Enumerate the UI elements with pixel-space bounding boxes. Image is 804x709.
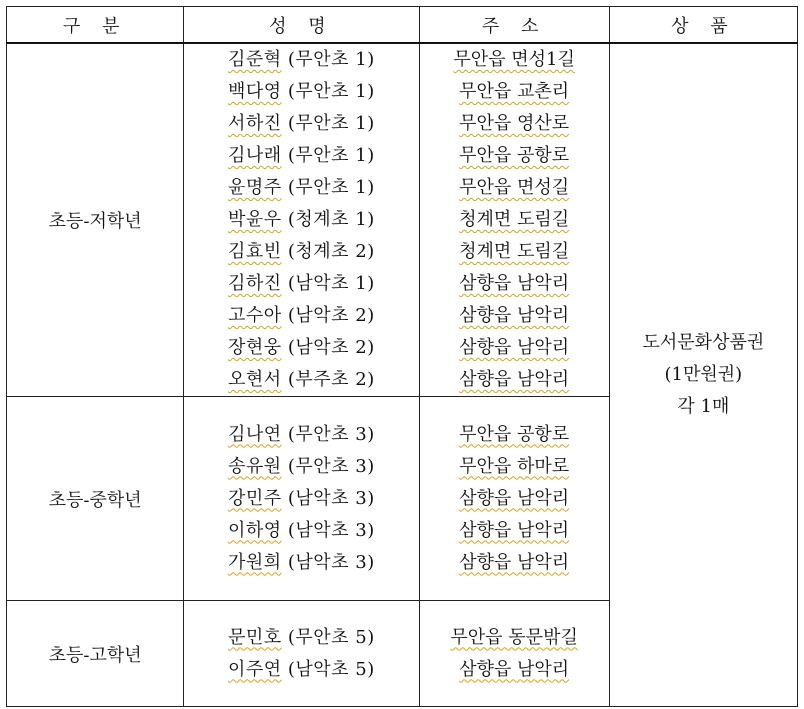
name-entry: 윤명주 (무안초 1) xyxy=(227,177,375,198)
prize-cell xyxy=(609,43,797,707)
name-entry: 박윤우 (청계초 1) xyxy=(227,209,375,230)
prize-title: 도서문화상품권 xyxy=(642,332,765,353)
name-entry: 백다영 (무안초 1) xyxy=(227,81,375,102)
name-entry: 가원희 (남악초 3) xyxy=(227,551,375,573)
name-entry: 고수아 (남악초 2) xyxy=(227,305,375,326)
address-entry: 삼향읍 남악리 xyxy=(459,519,570,541)
address-entry: 삼향읍 남악리 xyxy=(459,369,570,390)
header-name: 성 명 xyxy=(184,7,419,44)
address-list xyxy=(420,419,609,579)
name-entry: 문민호 (무안초 5) xyxy=(227,626,375,648)
address-entry: 청계면 도림길 xyxy=(459,209,570,230)
addresses-cell xyxy=(419,601,609,707)
division-cell: 초등-저학년 xyxy=(7,43,184,397)
name-entry: 송유원 (무안초 3) xyxy=(227,455,375,477)
prize-value: (1만원권) xyxy=(664,364,743,385)
address-entry: 삼향읍 남악리 xyxy=(459,337,570,358)
group-row-lower xyxy=(7,43,798,397)
names-cell xyxy=(184,43,419,397)
name-entry: 장현웅 (남악초 2) xyxy=(227,337,375,358)
name-entry: 김준혁 (무안초 1) xyxy=(227,49,375,70)
address-entry: 삼향읍 남악리 xyxy=(459,487,570,509)
prize-quantity: 각 1매 xyxy=(677,396,730,417)
header-address: 주 소 xyxy=(419,7,609,44)
address-entry: 삼향읍 남악리 xyxy=(459,551,570,573)
address-entry: 무안읍 동문밖길 xyxy=(450,626,578,648)
address-entry: 무안읍 면성1길 xyxy=(453,49,575,70)
addresses-cell xyxy=(419,397,609,601)
address-entry: 삼향읍 남악리 xyxy=(459,273,570,294)
division-cell: 초등-중학년 xyxy=(7,397,184,601)
name-entry: 이하영 (남악초 3) xyxy=(227,519,375,541)
name-entry: 김하진 (남악초 1) xyxy=(227,273,375,294)
address-entry: 청계면 도림길 xyxy=(459,241,570,262)
name-list xyxy=(184,44,418,396)
names-cell xyxy=(184,601,419,707)
name-entry: 오현서 (부주초 2) xyxy=(227,369,375,390)
name-list xyxy=(184,419,418,579)
address-entry: 무안읍 공항로 xyxy=(459,423,570,445)
award-winners-table xyxy=(6,6,798,707)
address-entry: 무안읍 면성길 xyxy=(459,177,570,198)
address-entry: 삼향읍 남악리 xyxy=(459,658,570,680)
name-entry: 강민주 (남악초 3) xyxy=(227,487,375,509)
name-entry: 김나래 (무안초 1) xyxy=(227,145,375,166)
name-entry: 김효빈 (청계초 2) xyxy=(227,241,375,262)
header-row xyxy=(7,7,798,44)
name-entry: 이주연 (남악초 5) xyxy=(227,658,375,680)
names-cell xyxy=(184,397,419,601)
address-list xyxy=(420,44,609,396)
name-entry: 김나연 (무안초 3) xyxy=(227,423,375,445)
name-list xyxy=(184,622,418,686)
name-entry: 서하진 (무안초 1) xyxy=(227,113,375,134)
address-entry: 무안읍 영산로 xyxy=(459,113,570,134)
division-cell: 초등-고학년 xyxy=(7,601,184,707)
header-division: 구 분 xyxy=(7,7,184,44)
address-entry: 무안읍 공항로 xyxy=(459,145,570,166)
header-prize: 상 품 xyxy=(609,7,797,44)
address-entry: 무안읍 교촌리 xyxy=(459,81,570,102)
address-entry: 삼향읍 남악리 xyxy=(459,305,570,326)
addresses-cell xyxy=(419,43,609,397)
address-list xyxy=(420,622,609,686)
address-entry: 무안읍 하마로 xyxy=(459,455,570,477)
